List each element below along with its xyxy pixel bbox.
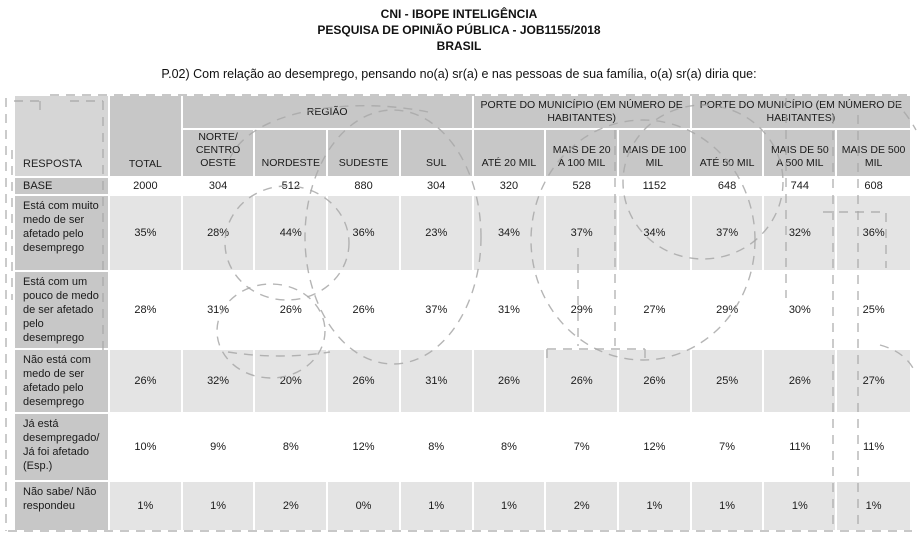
value-cell: 7% [546, 414, 619, 482]
value-cell: 8% [255, 414, 328, 482]
value-cell: 9% [183, 414, 256, 482]
value-cell: 1% [692, 482, 765, 532]
row-label: Não sabe/ Não respondeu [15, 482, 110, 532]
value-cell: 29% [692, 272, 765, 350]
value-cell: 36% [328, 196, 401, 272]
value-cell: 10% [110, 414, 183, 482]
value-cell: 32% [183, 350, 256, 414]
value-cell: 1% [619, 482, 692, 532]
value-cell: 26% [328, 272, 401, 350]
value-cell: 26% [328, 350, 401, 414]
value-cell: 26% [474, 350, 547, 414]
value-cell: 11% [837, 414, 910, 482]
base-value: 648 [692, 178, 765, 196]
corner-header-resposta: RESPOSTA [15, 96, 110, 178]
value-cell: 2% [255, 482, 328, 532]
group-header-porte-1: PORTE DO MUNICÍPIO (EM NÚMERO DE HABITANTES) [474, 96, 692, 130]
row-label: Está com um pouco de medo de ser afetado pelo desemprego [15, 272, 110, 350]
base-value: 744 [764, 178, 837, 196]
title-line-3: BRASIL [436, 39, 482, 53]
value-cell: 30% [764, 272, 837, 350]
column-header: MAIS DE 20 A 100 MIL [546, 130, 619, 178]
title-line-1: CNI - IBOPE INTELIGÊNCIA [380, 7, 538, 21]
value-cell: 23% [401, 196, 474, 272]
base-value: 880 [328, 178, 401, 196]
row-label-base: BASE [15, 178, 110, 196]
value-cell: 29% [546, 272, 619, 350]
document-title-block [0, 0, 918, 54]
value-cell: 1% [401, 482, 474, 532]
value-cell: 20% [255, 350, 328, 414]
value-cell: 12% [619, 414, 692, 482]
value-cell: 31% [401, 350, 474, 414]
value-cell: 0% [328, 482, 401, 532]
table-row [15, 414, 910, 482]
value-cell: 1% [837, 482, 910, 532]
row-label: Não está com medo de ser afetado pelo desemprego [15, 350, 110, 414]
row-label: Já está desempregado/ Já foi afetado (Esp.) [15, 414, 110, 482]
column-header: SUDESTE [328, 130, 401, 178]
value-cell: 35% [110, 196, 183, 272]
value-cell: 27% [619, 272, 692, 350]
value-cell: 34% [619, 196, 692, 272]
value-cell: 27% [837, 350, 910, 414]
value-cell: 1% [474, 482, 547, 532]
title-line-2: PESQUISA DE OPINIÃO PÚBLICA - JOB1155/2018 [317, 23, 601, 37]
group-header-regiao: REGIÃO [183, 96, 474, 130]
table-row [15, 350, 910, 414]
value-cell: 7% [692, 414, 765, 482]
value-cell: 44% [255, 196, 328, 272]
table-row [15, 196, 910, 272]
value-cell: 37% [401, 272, 474, 350]
value-cell: 1% [110, 482, 183, 532]
value-cell: 25% [837, 272, 910, 350]
value-cell: 28% [110, 272, 183, 350]
value-cell: 12% [328, 414, 401, 482]
value-cell: 31% [474, 272, 547, 350]
base-value: 608 [837, 178, 910, 196]
column-header: NORDESTE [255, 130, 328, 178]
value-cell: 36% [837, 196, 910, 272]
base-value: 512 [255, 178, 328, 196]
column-header: NORTE/ CENTRO OESTE [183, 130, 256, 178]
base-value: 1152 [619, 178, 692, 196]
results-table [15, 96, 910, 532]
base-row [15, 178, 910, 196]
column-header: ATÉ 20 MIL [474, 130, 547, 178]
base-value: 2000 [110, 178, 183, 196]
group-header-porte-2: PORTE DO MUNICÍPIO (EM NÚMERO DE HABITANTES) [692, 96, 910, 130]
base-value: 320 [474, 178, 547, 196]
value-cell: 8% [401, 414, 474, 482]
value-cell: 26% [255, 272, 328, 350]
column-header: MAIS DE 500 MIL [837, 130, 910, 178]
value-cell: 31% [183, 272, 256, 350]
base-value: 304 [401, 178, 474, 196]
survey-question: P.02) Com relação ao desemprego, pensando no(a) sr(a) e nas pessoas de sua família, o(a) sr(a) diria que: [161, 67, 757, 81]
value-cell: 37% [692, 196, 765, 272]
value-cell: 26% [764, 350, 837, 414]
group-header-row [15, 96, 910, 130]
column-header: ATÉ 50 MIL [692, 130, 765, 178]
value-cell: 37% [546, 196, 619, 272]
value-cell: 11% [764, 414, 837, 482]
value-cell: 1% [183, 482, 256, 532]
value-cell: 34% [474, 196, 547, 272]
value-cell: 26% [110, 350, 183, 414]
column-header-total: TOTAL [110, 96, 183, 178]
value-cell: 8% [474, 414, 547, 482]
value-cell: 26% [546, 350, 619, 414]
value-cell: 2% [546, 482, 619, 532]
value-cell: 25% [692, 350, 765, 414]
value-cell: 32% [764, 196, 837, 272]
column-header: MAIS DE 50 A 500 MIL [764, 130, 837, 178]
base-value: 528 [546, 178, 619, 196]
base-value: 304 [183, 178, 256, 196]
column-header: SUL [401, 130, 474, 178]
value-cell: 1% [764, 482, 837, 532]
column-header: MAIS DE 100 MIL [619, 130, 692, 178]
row-label: Está com muito medo de ser afetado pelo desemprego [15, 196, 110, 272]
value-cell: 26% [619, 350, 692, 414]
value-cell: 28% [183, 196, 256, 272]
table-row [15, 482, 910, 532]
table-row [15, 272, 910, 350]
